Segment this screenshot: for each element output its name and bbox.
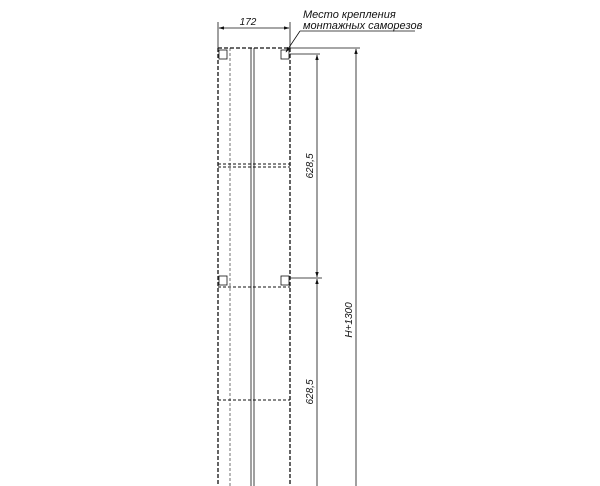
mounting-point-mid-right bbox=[281, 276, 289, 285]
mounting-note-line-2: монтажных саморезов bbox=[303, 20, 423, 32]
mounting-note-leader bbox=[286, 31, 415, 52]
width-dimension-label: 172 bbox=[239, 17, 257, 28]
section-dimension-top-label: 628,5 bbox=[305, 153, 316, 179]
extension-lines bbox=[290, 48, 360, 278]
mounting-point-mid-left bbox=[219, 276, 227, 285]
cabinet-outline bbox=[218, 48, 290, 486]
height-dimension-label: H+1300 bbox=[344, 302, 355, 338]
mounting-point-top-left bbox=[219, 50, 227, 59]
mounting-note-line-1: Место крепления bbox=[303, 9, 396, 21]
section-dimension-bottom-label: 628,5 bbox=[305, 379, 316, 405]
mounting-point-top-right bbox=[281, 50, 289, 59]
